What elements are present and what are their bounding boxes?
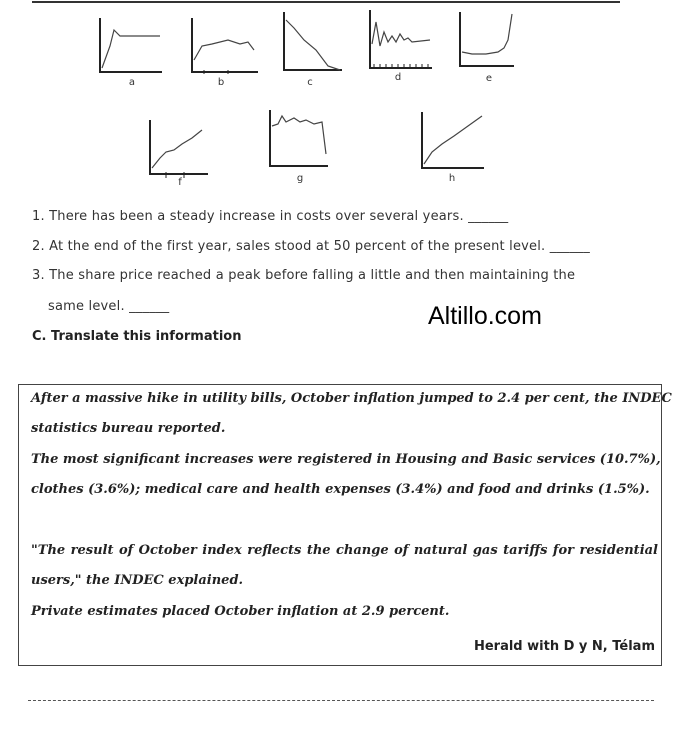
article-line-4: clothes (3.6%); medical care and health expenses (3.4%) and food and drinks (1.5%). — [31, 482, 650, 497]
graph-label-h: h — [448, 173, 456, 184]
graph-label-e: e — [485, 73, 493, 84]
article-box — [18, 384, 672, 666]
article-line-7: Private estimates placed October inflation at 2.9 percent. — [31, 604, 450, 619]
graph-label-f: f — [178, 177, 182, 188]
article-credit: Herald with D y N, Télam — [473, 639, 655, 654]
question-1: 1. There has been a steady increase in costs over several years. ______ — [32, 209, 509, 224]
bottom-dashed-rule — [28, 700, 654, 701]
article-line-6: users," the INDEC explained. — [31, 573, 244, 588]
article-line-5: "The result of October index reflects the change of natural gas tariffs for residential — [31, 543, 658, 558]
rise-then-plateau-graph-icon — [96, 16, 166, 76]
section-heading: C. Translate this information — [32, 329, 242, 344]
flat-then-sharp-rise-graph-icon — [456, 10, 518, 72]
article-line-2: statistics bureau reported. — [31, 421, 226, 436]
article-line-1: After a massive hike in utility bills, October inflation jumped to 2.4 per cent, the INDEC — [31, 391, 672, 406]
fluctuation-graph-icon — [366, 8, 436, 72]
watermark: Altillo.com — [428, 302, 542, 330]
steady-increase-graph-icon — [146, 118, 212, 180]
graph-label-c: c — [307, 77, 313, 88]
graph-label-g: g — [296, 173, 304, 184]
top-rule — [32, 1, 620, 3]
decline-graph-icon — [280, 10, 346, 74]
article-line-3: The most significant increases were registered in Housing and Basic services (10.7%), — [31, 452, 661, 467]
graph-label-d: d — [394, 72, 402, 83]
continuous-rise-graph-icon — [418, 110, 490, 174]
peak-then-drop-graph-icon — [266, 106, 334, 170]
question-3-continued: same level. ______ — [48, 299, 170, 314]
gentle-hump-graph-icon — [188, 16, 262, 76]
graph-label-b: b — [217, 77, 225, 88]
graph-label-a: a — [128, 77, 136, 88]
question-2: 2. At the end of the first year, sales stood at 50 percent of the present level. ______ — [32, 239, 590, 254]
question-3: 3. The share price reached a peak before falling a little and then maintaining the — [32, 268, 576, 283]
